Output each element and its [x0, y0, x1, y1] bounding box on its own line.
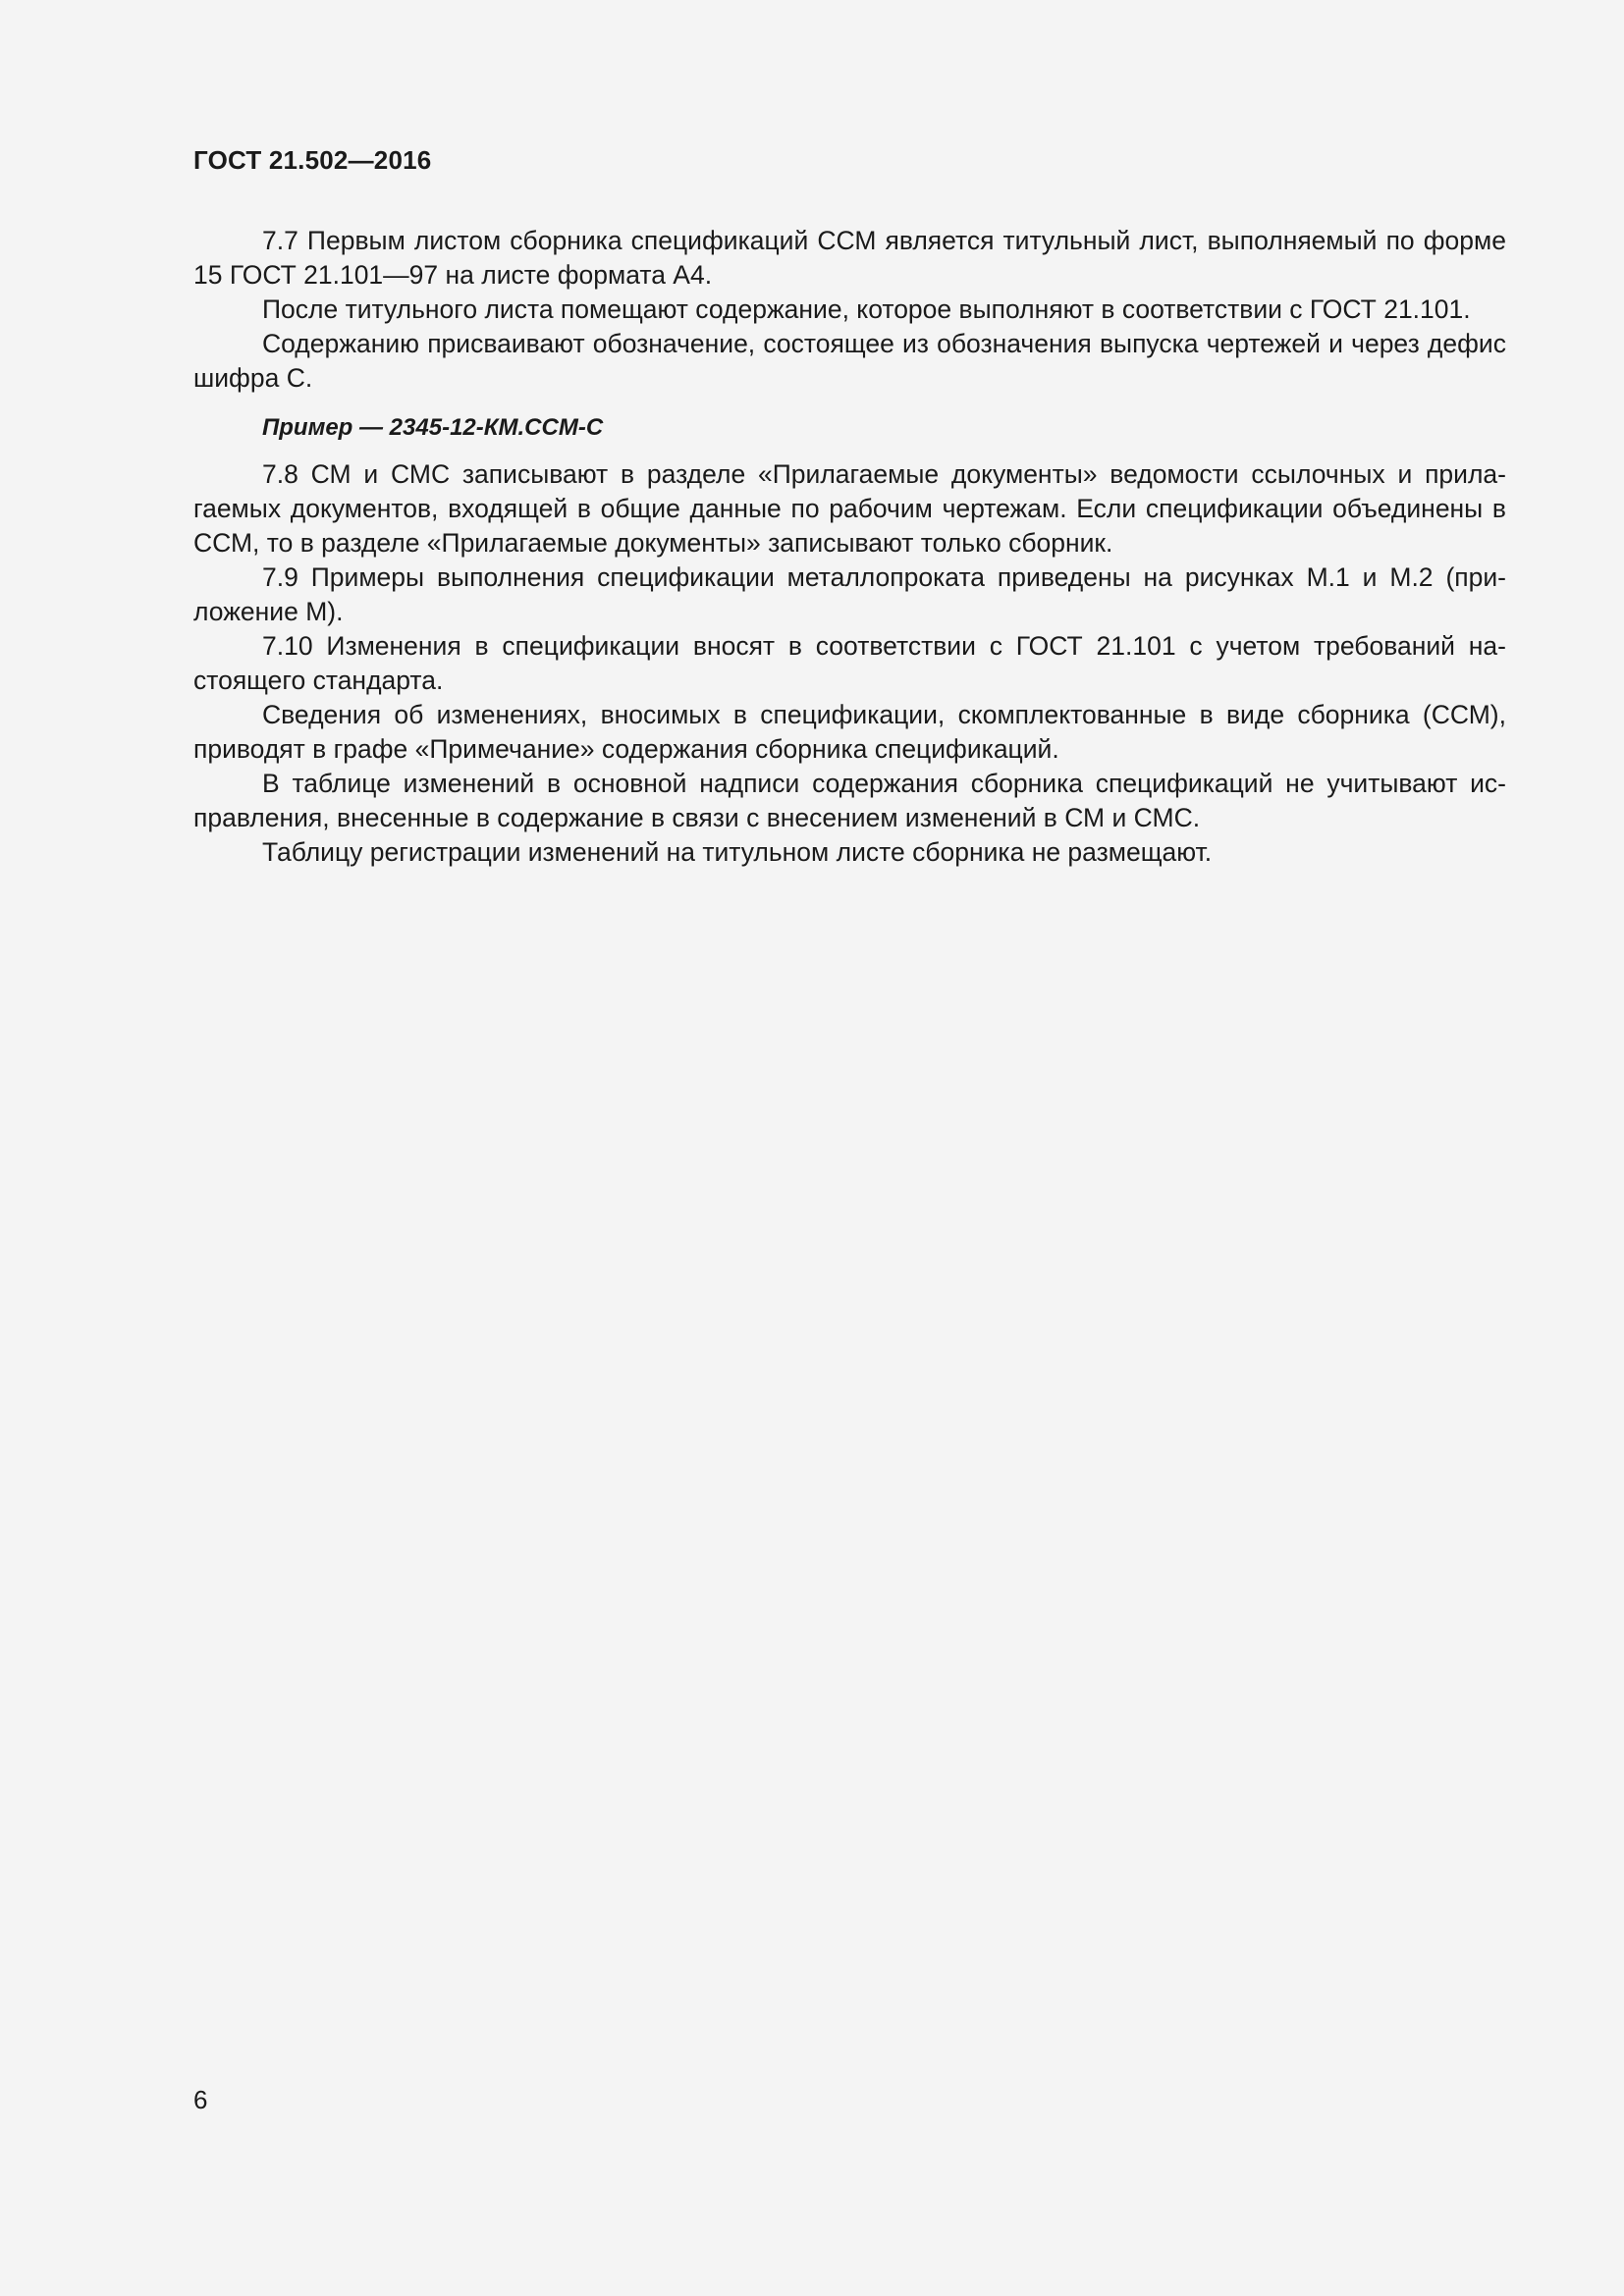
paragraph-7-8: 7.8 СМ и СМС записывают в разделе «Прилагаемые документы» ведомости ссылочных и прилагаемых документов, входящей в общие данные по рабочим чертежам. Если спецификации объединены в ССМ, то в разделе «Прилагаемые документы» записывают только сборник. [193, 459, 1506, 558]
document-header-code: ГОСТ 21.502—2016 [193, 145, 432, 175]
paragraph-contents-placement: После титульного листа помещают содержание, которое выполняют в соответствии с ГОСТ 21.101. [262, 294, 1471, 324]
page-number: 6 [193, 2085, 208, 2114]
paragraph-change-table: В таблице изменений в основной надписи содержания сборника спецификаций не учитывают исправления, внесенные в содержание в связи с внесением изменений в СМ и СМС. [193, 769, 1506, 832]
paragraph-change-info: Сведения об изменениях, вносимых в спецификации, скомплектованные в виде сборника (ССМ), приводят в графе «Примечание» содержания сборника спецификаций. [193, 700, 1506, 764]
document-body [193, 224, 1506, 870]
paragraph-registration-table: Таблицу регистрации изменений на титульном листе сборника не размещают. [262, 837, 1213, 867]
paragraph-7-7: 7.7 Первым листом сборника спецификаций ССМ является титульный лист, выполняемый по форме 15 ГОСТ 21.101—97 на листе формата А4. [193, 226, 1506, 290]
example-designation: Пример — 2345-12-КМ.ССМ-С [262, 414, 604, 441]
paragraph-contents-designation: Содержанию присваивают обозначение, состоящее из обозначения выпуска чертежей и через дефис шифра С. [193, 329, 1506, 393]
paragraph-7-9: 7.9 Примеры выполнения спецификации металлопроката приведены на рисунках М.1 и М.2 (приложение М). [193, 562, 1506, 626]
paragraph-7-10: 7.10 Изменения в спецификации вносят в соответствии с ГОСТ 21.101 с учетом требований настоящего стандарта. [193, 631, 1506, 695]
